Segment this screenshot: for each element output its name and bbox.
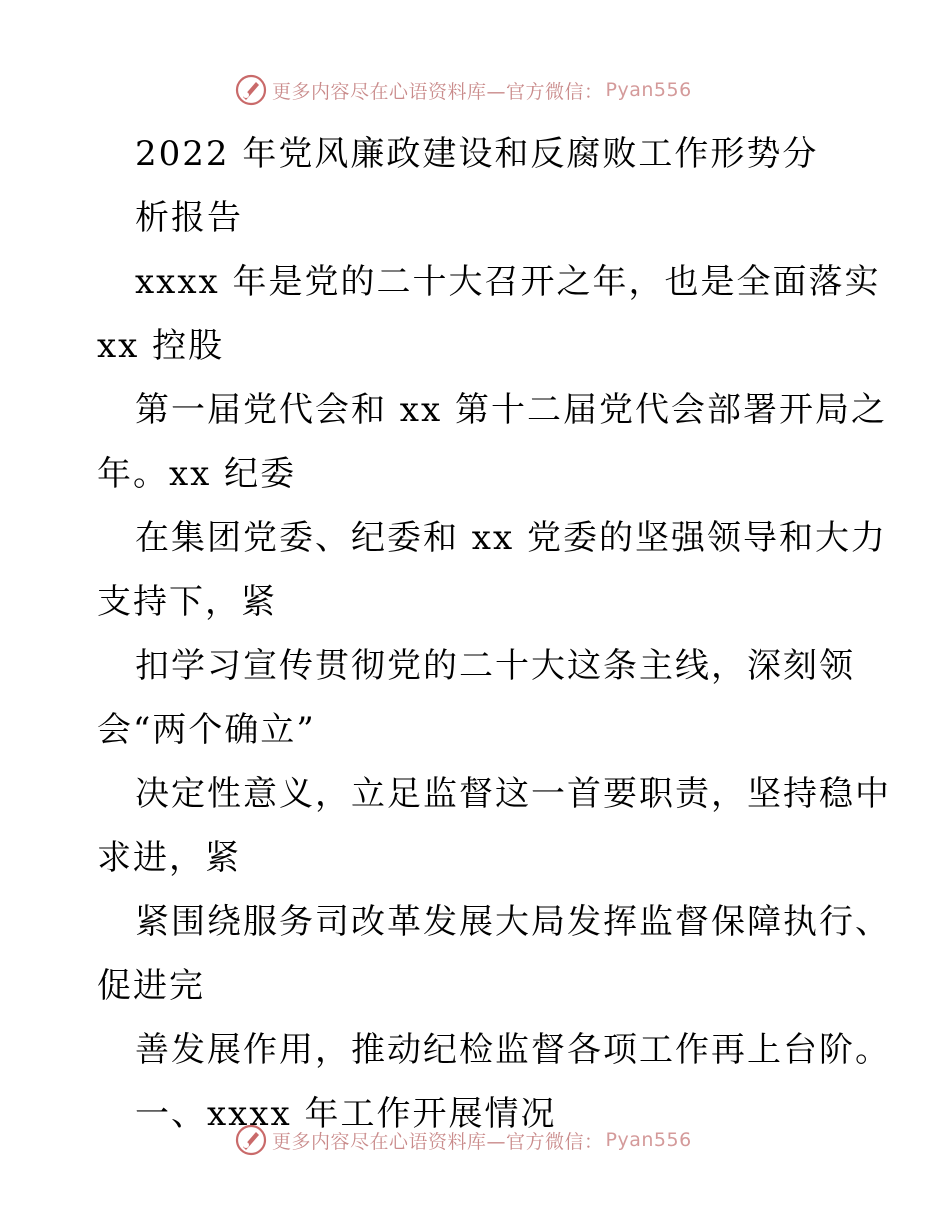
watermark-id: Pyan556 bbox=[605, 79, 692, 101]
pen-seal-icon bbox=[234, 1123, 268, 1157]
watermark-id: Pyan556 bbox=[605, 1129, 692, 1151]
text-line: xxxx 年是党的二十大召开之年，也是全面落实 bbox=[135, 262, 881, 302]
text-line: 2022 年党风廉政建设和反腐败工作形势分 bbox=[135, 134, 819, 174]
text-line: xx 控股 bbox=[97, 326, 225, 366]
document-body bbox=[97, 122, 891, 1146]
text-line: 决定性意义，立足监督这一首要职责，坚持稳中 bbox=[135, 774, 891, 814]
pen-seal-icon bbox=[234, 73, 268, 107]
text-line: 第一届党代会和 xx 第十二届党代会部署开局之 bbox=[135, 390, 887, 430]
text-line: 会“两个确立” bbox=[97, 710, 316, 750]
watermark-footer bbox=[234, 1120, 754, 1160]
text-line: 析报告 bbox=[135, 198, 243, 238]
text-line: 支持下，紧 bbox=[97, 582, 277, 622]
text-line: 在集团党委、纪委和 xx 党委的坚强领导和大力 bbox=[135, 518, 887, 558]
text-line: 求进，紧 bbox=[97, 838, 241, 878]
watermark-header bbox=[234, 70, 754, 110]
text-line: 年。xx 纪委 bbox=[97, 454, 297, 494]
watermark-text: 更多内容尽在心语资料库—官方微信： bbox=[272, 1130, 604, 1153]
text-line: 扣学习宣传贯彻党的二十大这条主线，深刻领 bbox=[135, 646, 855, 686]
text-line: 善发展作用，推动纪检监督各项工作再上台阶。 bbox=[135, 1030, 891, 1070]
text-line: 促进完 bbox=[97, 966, 205, 1006]
text-line: 紧围绕服务司改革发展大局发挥监督保障执行、 bbox=[135, 902, 891, 942]
watermark-text: 更多内容尽在心语资料库—官方微信： bbox=[272, 80, 604, 103]
text-line: 一、xxxx 年工作开展情况 bbox=[135, 1094, 557, 1134]
